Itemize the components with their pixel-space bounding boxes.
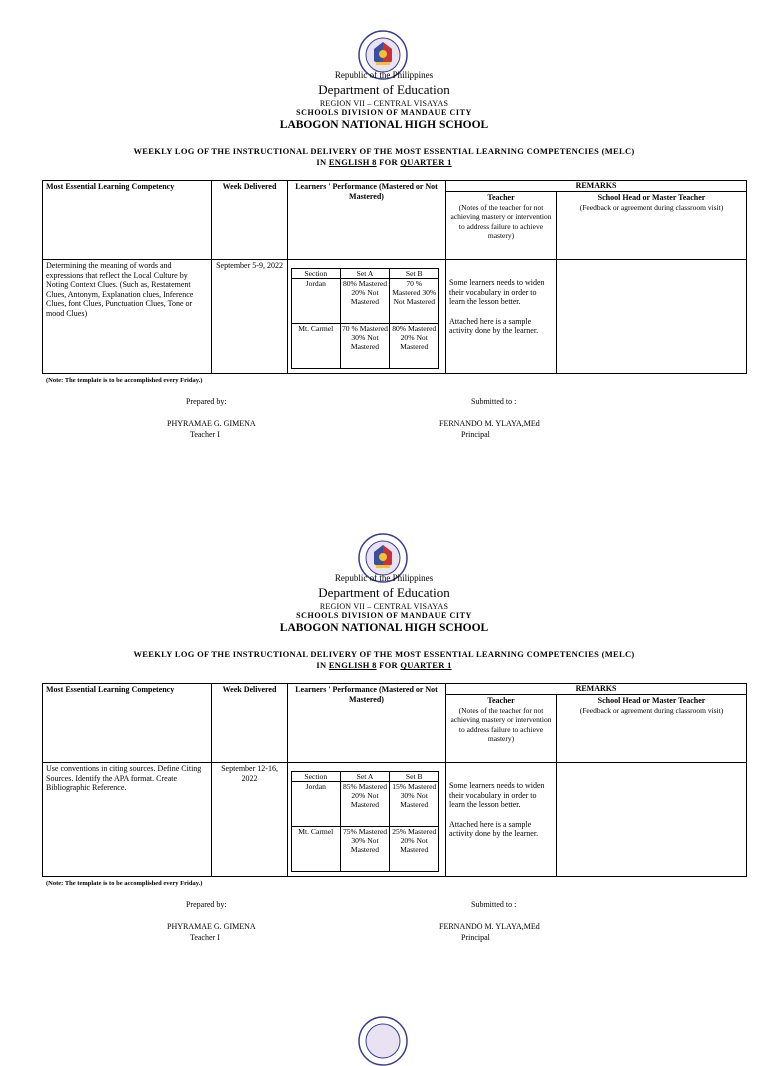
melc-log-table: [42, 683, 747, 877]
performance-header: Learners ' Performance (Mastered or Not Mastered): [288, 684, 446, 763]
set-b-header: Set B: [390, 772, 439, 782]
recipient-title: Principal: [461, 933, 490, 942]
head-remark-cell: [557, 260, 747, 374]
recipient-name: FERNANDO M. YLAYA,MEd: [439, 922, 540, 931]
week-header: Week Delivered: [212, 684, 288, 763]
section-name: Jordan: [292, 279, 341, 324]
section-name: Jordan: [292, 782, 341, 827]
republic-text: Republic of the Philippines: [334, 70, 434, 80]
set-b-value: 70 % Mastered 30% Not Mastered: [390, 279, 439, 324]
template-note: (Note: The template is to be accomplished every Friday.): [46, 880, 203, 887]
preparer-name: PHYRAMAE G. GIMENA: [167, 419, 256, 428]
set-a-value: 75% Mastered 30% Not Mastered: [340, 827, 390, 872]
department-text: Department of Education: [318, 82, 450, 97]
remarks-header: REMARKS: [446, 181, 747, 192]
division-text: SCHOOLS DIVISION OF MANDAUE CITY: [296, 108, 472, 117]
set-a-value: 70 % Mastered 30% Not Mastered: [340, 324, 390, 369]
teacher-remark-attachment: Attached here is a sample activity done by the learner.: [449, 819, 539, 839]
set-a-value: 80% Mastered 20% Not Mastered: [340, 279, 390, 324]
competency-header: Most Essential Learning Competency: [43, 181, 212, 260]
melc-log-table: [42, 180, 747, 374]
section-name: Mt. Carmel: [292, 827, 341, 872]
log-page-1: [0, 0, 768, 503]
set-b-value: 25% Mastered 20% Not Mastered: [390, 827, 439, 872]
preparer-title: Teacher I: [190, 933, 220, 942]
teacher-header: Teacher (Notes of the teacher for not achieving mastery or intervention to address failure to achieve mastery): [446, 695, 557, 763]
week-header: Week Delivered: [212, 181, 288, 260]
region-text: REGION VII – CENTRAL VISAYAS: [319, 602, 449, 611]
school-name: LABOGON NATIONAL HIGH SCHOOL: [279, 119, 489, 131]
set-b-value: 15% Mastered 30% Not Mastered: [390, 782, 439, 827]
log-title: WEEKLY LOG OF THE INSTRUCTIONAL DELIVERY OF THE MOST ESSENTIAL LEARNING COMPETENCIES (MELC): [133, 649, 635, 659]
submitted-to-label: Submitted to :: [471, 900, 517, 909]
teacher-remark-attachment: Attached here is a sample activity done by the learner.: [449, 316, 539, 336]
competency-header: Most Essential Learning Competency: [43, 684, 212, 763]
performance-header: Learners ' Performance (Mastered or Not Mastered): [288, 181, 446, 260]
performance-cell: [288, 260, 446, 374]
performance-cell: [288, 763, 446, 877]
teacher-remark-note: Some learners needs to widen their vocabulary in order to learn the lesson better.: [449, 781, 545, 810]
prepared-by-label: Prepared by:: [186, 900, 227, 909]
log-subtitle: IN ENGLISH 8 FOR QUARTER 1: [316, 660, 452, 670]
log-title: WEEKLY LOG OF THE INSTRUCTIONAL DELIVERY OF THE MOST ESSENTIAL LEARNING COMPETENCIES (MELC): [133, 146, 635, 156]
log-subtitle: IN ENGLISH 8 FOR QUARTER 1: [316, 157, 452, 167]
teacher-remark-note: Some learners needs to widen their vocabulary in order to learn the lesson better.: [449, 278, 545, 307]
recipient-title: Principal: [461, 430, 490, 439]
teacher-remark-cell: [446, 260, 557, 374]
set-b-value: 80% Mastered 20% Not Mastered: [390, 324, 439, 369]
head-header: School Head or Master Teacher (Feedback or agreement during classroom visit): [557, 192, 747, 260]
preparer-title: Teacher I: [190, 430, 220, 439]
set-a-header: Set A: [340, 269, 390, 279]
performance-table: [291, 268, 439, 369]
preparer-name: PHYRAMAE G. GIMENA: [167, 922, 256, 931]
week-cell: September 12-16, 2022: [212, 763, 288, 877]
region-text: REGION VII – CENTRAL VISAYAS: [319, 99, 449, 108]
head-remark-cell: [557, 763, 747, 877]
school-name: LABOGON NATIONAL HIGH SCHOOL: [279, 622, 489, 634]
template-note: (Note: The template is to be accomplished every Friday.): [46, 377, 203, 384]
section-header: Section: [292, 772, 341, 782]
competency-cell: Use conventions in citing sources. Define Citing Sources. Identify the APA format. Create Bibliographic Reference.: [43, 763, 212, 877]
department-text: Department of Education: [318, 585, 450, 600]
set-a-value: 85% Mastered 20% Not Mastered: [340, 782, 390, 827]
competency-cell: Determining the meaning of words and expressions that reflect the Local Culture by Noting Context Clues. (Such as, Restatement Clues, Antonym, Explanation clues, Inference Clues, font Clues, Punctuation Clues, Tone or mood Clues): [43, 260, 212, 374]
section-header: Section: [292, 269, 341, 279]
head-header: School Head or Master Teacher (Feedback or agreement during classroom visit): [557, 695, 747, 763]
week-cell: September 5-9, 2022: [212, 260, 288, 374]
prepared-by-label: Prepared by:: [186, 397, 227, 406]
set-b-header: Set B: [390, 269, 439, 279]
teacher-remark-cell: [446, 763, 557, 877]
republic-text: Republic of the Philippines: [334, 573, 434, 583]
performance-table: [291, 771, 439, 872]
section-name: Mt. Carmel: [292, 324, 341, 369]
recipient-name: FERNANDO M. YLAYA,MEd: [439, 419, 540, 428]
set-a-header: Set A: [340, 772, 390, 782]
remarks-header: REMARKS: [446, 684, 747, 695]
division-text: SCHOOLS DIVISION OF MANDAUE CITY: [296, 611, 472, 620]
submitted-to-label: Submitted to :: [471, 397, 517, 406]
teacher-header: Teacher (Notes of the teacher for not achieving mastery or intervention to address failure to achieve mastery): [446, 192, 557, 260]
log-page-2: [0, 503, 768, 1006]
